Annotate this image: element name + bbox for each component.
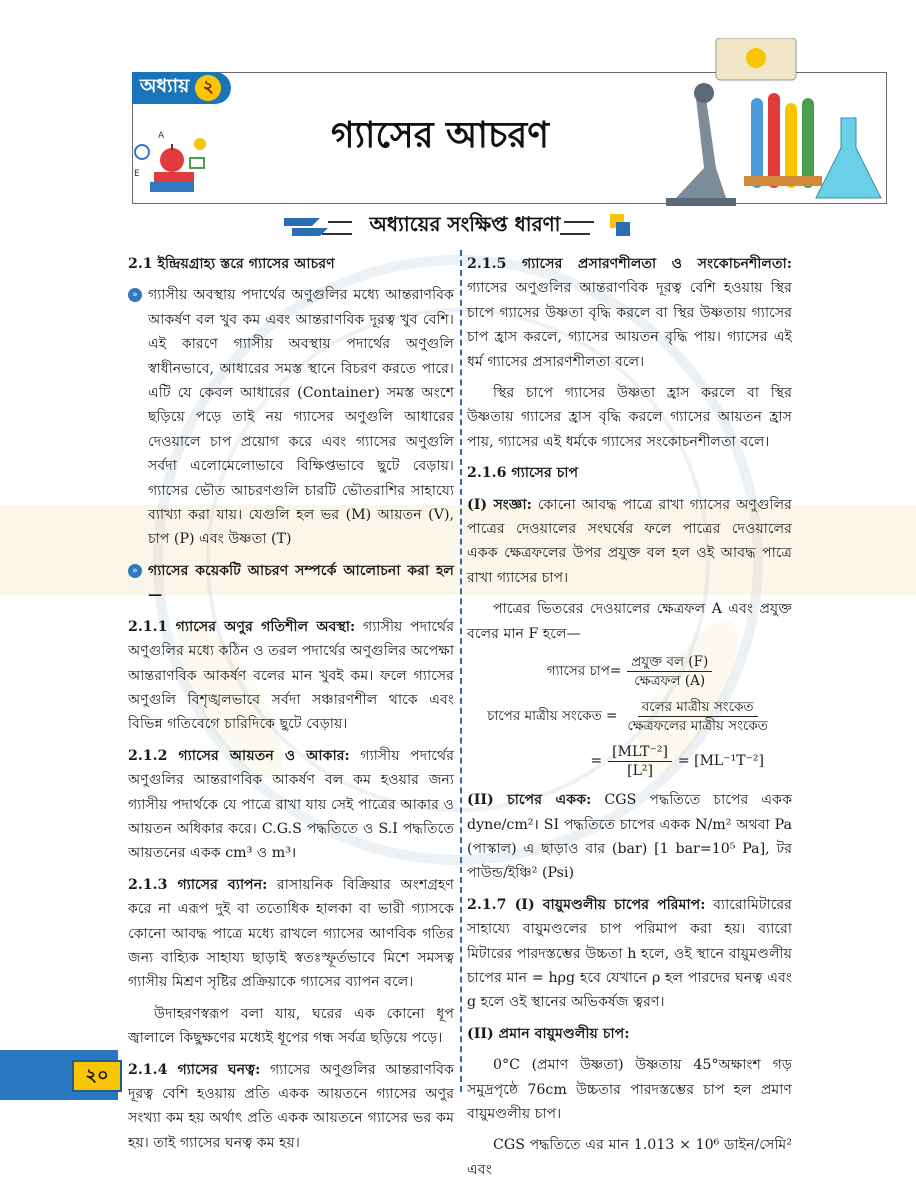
svg-text:E: E <box>134 169 140 179</box>
section-body-2-1-7: ব্যারোমিটারের সাহায্যে বায়ুমণ্ডলের চাপ পরিমাপ করা হয়। ব্যারো মিটারের পারদস্তম্ভের উচ্চতা h হলে, ওই স্থানে বায়ুমণ্ডলীয় চাপের মান = hρg হবে যেখানে ρ হল পারদের ঘনত্ব এবং g হলে ওই স্থানের অভিকর্ষজ ত্বরণ। <box>467 896 792 1011</box>
formula-dimension <box>467 698 792 735</box>
subheading-standard-pressure: (II) প্রমান বায়ুমণ্ডলীয় চাপ: <box>467 1025 630 1042</box>
section-heading-2-1-3: 2.1.3 গ্যাসের ব্যাপন: <box>128 876 268 893</box>
section-heading-2-1-2: 2.1.2 গ্যাসের আয়তন ও আকার: <box>128 747 350 764</box>
summary-ribbon-title: অধ্যায়ের সংক্ষিপ্ত ধারণা <box>369 212 561 236</box>
left-column <box>128 252 454 1162</box>
svg-text:A: A <box>158 131 165 141</box>
section-heading-2-1-6: 2.1.6 গ্যাসের চাপ <box>467 465 579 482</box>
section-heading-2-1-7: 2.1.7 (I) বায়ুমণ্ডলীয় চাপের পরিমাপ: <box>467 896 706 913</box>
definition-label: (I) সংজ্ঞা: <box>467 496 532 513</box>
chapter-tab <box>132 72 231 104</box>
formula-fraction <box>627 653 712 690</box>
page-number: ২০ <box>72 1060 122 1092</box>
paragraph-standard-pressure: 0°C (প্রমাণ উষ্ণতা) উষ্ণতায় 45°অক্ষাংশ গড় সমুদ্রপৃষ্ঠে 76cm উচ্চতার পারদস্তম্ভের চাপ হল প্রমাণ বায়ুমণ্ডলীয় চাপ। <box>467 1057 792 1122</box>
bullet-item <box>128 559 454 615</box>
paragraph-2-1-2 <box>128 744 454 866</box>
column-divider <box>460 250 462 1092</box>
paragraph-2-1-5 <box>467 252 792 374</box>
formula-denominator: ক্ষেত্রফলের মাত্রীয় সংকেত <box>627 718 768 735</box>
lab-equipment-illustration <box>656 38 891 210</box>
section-heading-2-1-1: 2.1.1 গ্যাসের অণুর গতিশীল অবস্থা: <box>128 618 356 635</box>
formula-fraction <box>608 743 672 780</box>
paragraph-definition <box>467 493 792 591</box>
formula-numerator: [MLT⁻²] <box>608 743 672 762</box>
bullet-text: গ্যাসের কয়েকটি আচরণ সম্পর্কে আলোচনা করা হল— <box>148 562 454 604</box>
section-body-2-1-5: গ্যাসের অণুগুলির আন্তরাণবিক দূরত্ব বেশি হওয়ায় স্থির চাপে গ্যাসের উষ্ণতা বৃদ্ধি করলে বা স্থির উষ্ণতায় গ্যাসের চাপ হ্রাস করলে, গ্যাসের আয়তন বৃদ্ধি পায়। গ্যাসের এই ধর্ম গ্যাসের প্রসারণশীলতা বলে। <box>467 280 792 370</box>
paragraph-2-1-3 <box>128 873 454 995</box>
paragraph-units <box>467 788 792 886</box>
formula-denominator: [L²] <box>627 763 653 780</box>
formula-equals: = <box>590 753 603 770</box>
formula-dimension-result <box>467 743 792 780</box>
definition-body: কোনো আবদ্ধ পাত্রে রাখা গ্যাসের অণুগুলির পাত্রের দেওয়ালের সংঘর্ষের ফলে পাত্রের দেওয়ালের একক ক্ষেত্রফলের উপর প্রযুক্ত বল হল ওই আবদ্ধ পাত্রে রাখা গ্যাসের চাপ। <box>467 496 792 586</box>
chapter-number: ২ <box>195 75 221 101</box>
education-illustration <box>128 124 218 204</box>
units-label: (II) চাপের একক: <box>467 792 592 809</box>
chapter-label: অধ্যায় <box>140 75 190 97</box>
chapter-title: গ্যাসের আচরণ <box>330 115 550 156</box>
formula-denominator: ক্ষেত্রফল (A) <box>634 673 706 690</box>
right-column <box>467 252 792 1189</box>
paragraph-2-1-7 <box>467 893 792 1015</box>
formula-rhs: = [ML⁻¹T⁻²] <box>677 753 764 770</box>
bullet-text: গ্যাসীয় অবস্থায় পদার্থের অণুগুলির মধ্যে আন্তরাণবিক আকর্ষণ বল খুব কম এবং আন্তরাণবিক দূরত্ব খুব বেশি। এই কারণে গ্যাসীয় অবস্থায় পদার্থের অণুগুলি স্বাধীনভাবে, আধারের সমস্ত স্থানে বিচরণ করতে পারে। এটি যে কেবল আধারের (Container) সমস্ত অংশে ছড়িয়ে পড়ে তাই নয় গ্যাসের অণুগুলি আধারের দেওয়ালে চাপ প্রয়োগ করে এবং গ্যাসের অণুগুলি সর্বদা এলোমেলোভাবে বিক্ষিপ্তভাবে ছুটে বেড়ায়। গ্যাসের ভৌত আচরণগুলি চারটি ভৌতরাশির সাহায্যে ব্যাখ্যা করা যায়। যেগুলি হল ভর (M) আয়তন (V), চাপ (P) এবং উষ্ণতা (T) <box>148 287 454 548</box>
paragraph-cgs-value: CGS পদ্ধতিতে এর মান 1.013 × 10⁶ ডাইন/সেমি² এবং <box>467 1137 792 1178</box>
formula-numerator: প্রযুক্ত বল (F) <box>627 653 712 672</box>
paragraph-2-1-1 <box>128 615 454 737</box>
section-body-2-1-1: গ্যাসীয় পদার্থের অণুগুলির মধ্যে কঠিন ও তরল পদার্থের অণুগুলির অপেক্ষা আন্তরাণবিক আকর্ষণ বলের মান খুবই কম। ফলে গ্যাসের অণুগুলি বিশৃঙ্খলভাবে সর্বদা সঞ্চারণশীল থাকে এবং বিভিন্ন গতিবেগে চারিদিকে ছুটে বেড়ায়। <box>128 618 455 733</box>
bullet-item <box>128 283 454 558</box>
bullet-arrow-icon: » <box>128 288 142 302</box>
formula-pressure <box>467 653 792 690</box>
paragraph-formula-intro: পাত্রের ভিতরের দেওয়ালের ক্ষেত্রফল A এবং প্রযুক্ত বলের মান F হলে— <box>467 601 792 642</box>
section-body-2-1-2: গ্যাসীয় পদার্থের অণুগুলির আন্তরাণবিক আকর্ষণ বল কম হওয়ার জন্য গ্যাসীয় পদার্থকে যে পাত্রে রাখা যায় সেই পাত্রের আকার ও আয়তন অধিকার করে। C.G.S পদ্ধতিতে ও S.I পদ্ধতিতে আয়তনের একক cm³ ও m³। <box>128 747 455 862</box>
units-body: CGS পদ্ধতিতে চাপের একক dyne/cm²। SI পদ্ধতিতে চাপের একক N/m² অথবা Pa (পাস্কাল) এ ছাড়াও বার (bar) [1 bar=10⁵ Pa], টর পাউন্ড/ইঞ্চি² (Psi) <box>467 792 792 882</box>
section-body-2-1-4: গ্যাসের অণুগুলির আন্তরাণবিক দূরত্ব বেশি হওয়ায় প্রতি একক আয়তনে গ্যাসের অণুর সংখ্যা কম হয় অর্থাৎ প্রতি একক আয়তনে গ্যাসের ভর কম হয়। তাই গ্যাসের ঘনত্ব কম হয়। <box>128 1061 454 1151</box>
formula-numerator: বলের মাত্রীয় সংকেত <box>638 698 758 717</box>
formula-fraction <box>623 698 772 735</box>
section-heading-2-1-5: 2.1.5 গ্যাসের প্রসারণশীলতা ও সংকোচনশীলতা: <box>467 256 792 272</box>
section-body-2-1-3: রাসায়নিক বিক্রিয়ার অংশগ্রহণ করে না এরূপ দুই বা ততোধিক হালকা বা ভারী গ্যাসকে কোনো আবদ্ধ পাত্রে মধ্যে রাখলে গ্যাসের আণবিক গতির জন্য বাহ্যিক সাহায্য ছাড়াই স্বতঃস্ফূর্তভাবে মিশে সমসত্ব গ্যাসীয় মিশ্রণ সৃষ্টির প্রক্রিয়াকে গ্যাসের ব্যাপন বলে। <box>128 876 454 991</box>
formula-lhs: চাপের মাত্রীয় সংকেত = <box>487 708 618 725</box>
paragraph-example: উদাহরণস্বরূপ বলা যায়, ঘরের এক কোনো ধূপ জ্বালালে কিছুক্ষণের মধ্যেই ধূপের গন্ধ সর্বত্র ছড়িয়ে পড়ে। <box>128 1005 454 1047</box>
paragraph-compressibility: স্থির চাপে গ্যাসের উষ্ণতা হ্রাস করলে বা স্থির উষ্ণতায় গ্যাসের হ্রাস বৃদ্ধি করলে গ্যাসের আয়তন হ্রাস পায়, গ্যাসের এই ধর্মকে গ্যাসের সংকোচনশীলতা বলে। <box>467 385 792 450</box>
section-heading-2-1: 2.1 ইন্দ্রিয়গ্রাহ্য স্তরে গ্যাসের আচরণ <box>128 256 335 272</box>
section-heading-2-1-4: 2.1.4 গ্যাসের ঘনত্ব: <box>128 1061 261 1078</box>
paragraph-2-1-4 <box>128 1058 454 1156</box>
formula-lhs: গ্যাসের চাপ= <box>546 663 622 680</box>
bullet-arrow-icon: » <box>128 564 142 578</box>
